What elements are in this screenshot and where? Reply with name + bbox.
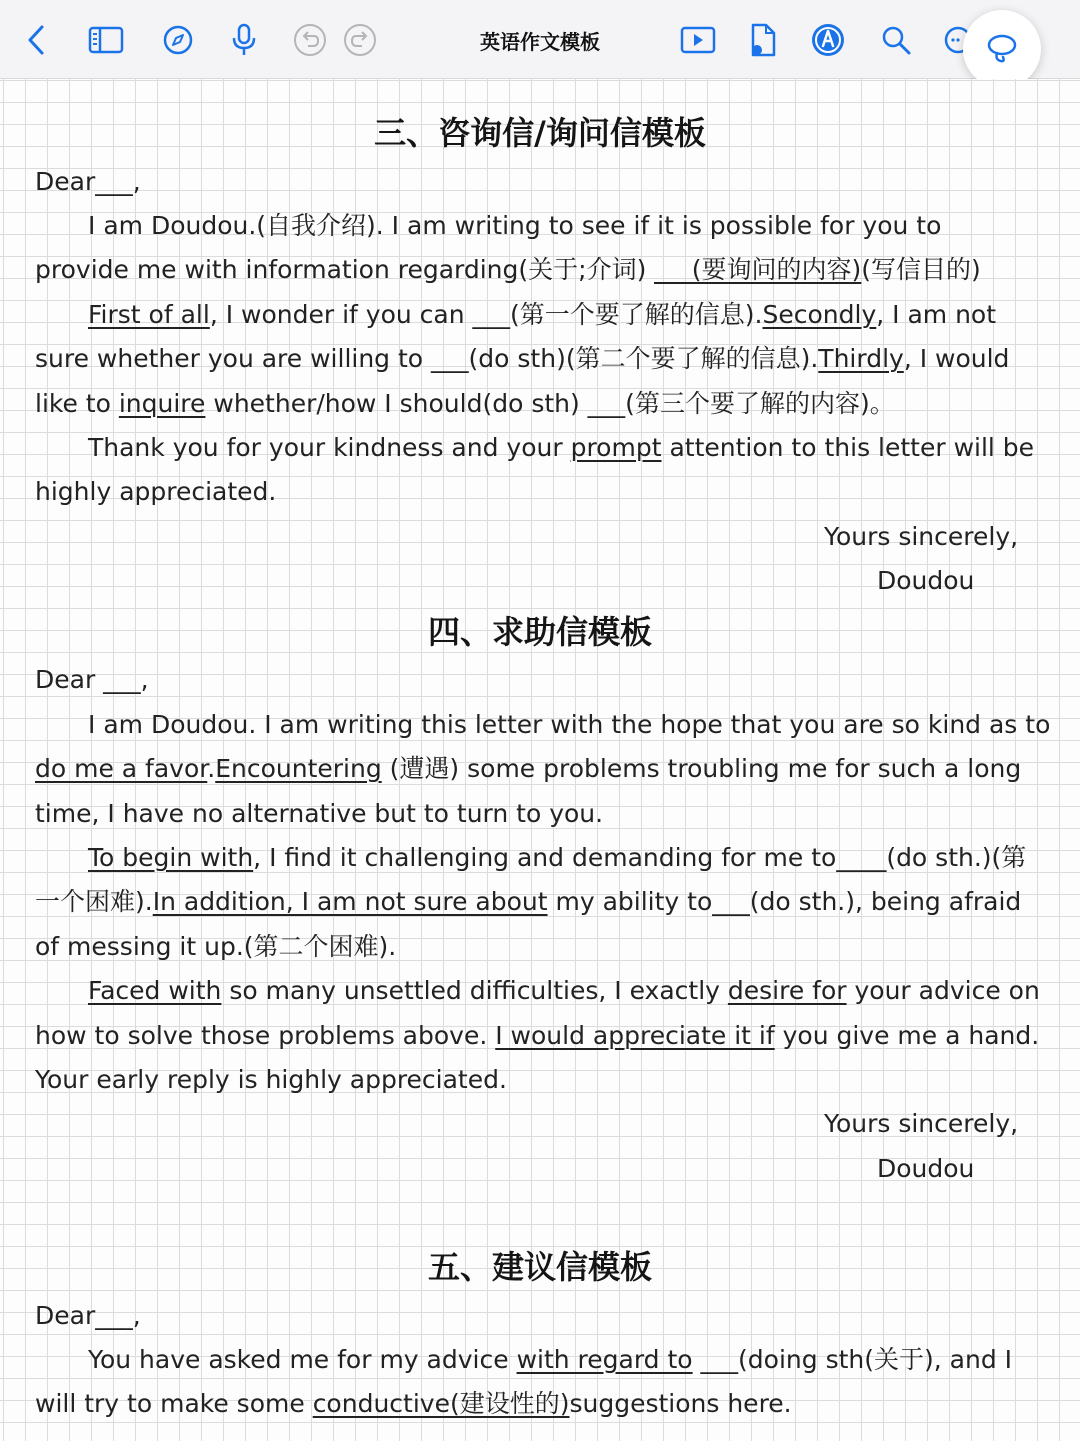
sidebar-icon[interactable] <box>88 22 124 58</box>
closing: Yours sincerely, <box>824 1109 1019 1138</box>
paragraph-line: of messing it up.(第二个困难). <box>35 932 397 961</box>
paragraph-line: will try to make some conductive(建设性的)suggestions here. <box>35 1389 792 1418</box>
paragraph-line: how to solve those problems above. I would appreciate it if you give me a hand. <box>35 1021 1040 1050</box>
back-chevron-icon[interactable] <box>18 22 54 58</box>
signature: Doudou <box>877 566 975 595</box>
search-icon[interactable] <box>878 22 914 58</box>
paragraph-line: Thank you for your kindness and your prompt attention to this letter will be <box>88 433 1035 462</box>
note-page[interactable] <box>0 79 1080 1441</box>
section-heading: 四、求助信模板 <box>427 613 652 651</box>
paragraph-line: provide me with information regarding(关于;介词) ___(要询问的内容)(写信目的) <box>35 255 981 284</box>
paragraph-line: To begin with, I find it challenging and demanding for me to____(do sth.)(第 <box>88 843 1027 872</box>
section-heading: 三、咨询信/询问信模板 <box>374 114 706 152</box>
compass-icon[interactable] <box>160 22 196 58</box>
undo-icon[interactable] <box>292 22 328 58</box>
paragraph-line: Your early reply is highly appreciated. <box>35 1065 507 1094</box>
microphone-icon[interactable] <box>226 22 262 58</box>
salutation: Dear___, <box>35 167 141 196</box>
paragraph-line: 一个困难).In addition, I am not sure about my ability to___(do sth.), being afraid <box>35 887 1022 916</box>
paragraph-line: sure whether you are willing to ___(do sth)(第二个要了解的信息).Thirdly, I would <box>35 344 1010 373</box>
paragraph-line: I am Doudou.(自我介绍). I am writing to see if it is possible for you to <box>88 211 942 240</box>
paragraph-line: You have asked me for my advice with regard to ___(doing sth(关于), and I <box>88 1345 1013 1374</box>
paragraph-line: First of all, I wonder if you can ___(第一个要了解的信息).Secondly, I am not <box>88 300 997 329</box>
redo-icon[interactable] <box>342 22 378 58</box>
signature: Doudou <box>877 1154 975 1183</box>
paragraph-line: I am Doudou. I am writing this letter with the hope that you are so kind as to <box>88 710 1051 739</box>
salutation: Dear ___, <box>35 665 149 694</box>
lasso-button[interactable] <box>963 10 1041 88</box>
toolbar <box>0 0 1080 79</box>
play-icon[interactable] <box>680 22 716 58</box>
paragraph-line: do me a favor.Encountering (遭遇) some problems troubling me for such a long <box>35 754 1022 783</box>
closing: Yours sincerely, <box>824 522 1019 551</box>
document-title[interactable]: 英语作文模板 <box>480 30 600 54</box>
salutation: Dear___, <box>35 1301 141 1330</box>
document-icon[interactable] <box>745 22 781 58</box>
lasso-icon <box>985 32 1019 66</box>
paragraph-line: like to inquire whether/how I should(do sth) ___(第三个要了解的内容)。 <box>35 389 895 418</box>
paragraph-line: highly appreciated. <box>35 477 277 506</box>
section-heading: 五、建议信模板 <box>427 1248 652 1286</box>
paragraph-line: time, I have no alternative but to turn to you. <box>35 799 604 828</box>
paragraph-line: Faced with so many unsettled difficulties, I exactly desire for your advice on <box>88 976 1040 1005</box>
pen-icon[interactable] <box>810 22 846 58</box>
